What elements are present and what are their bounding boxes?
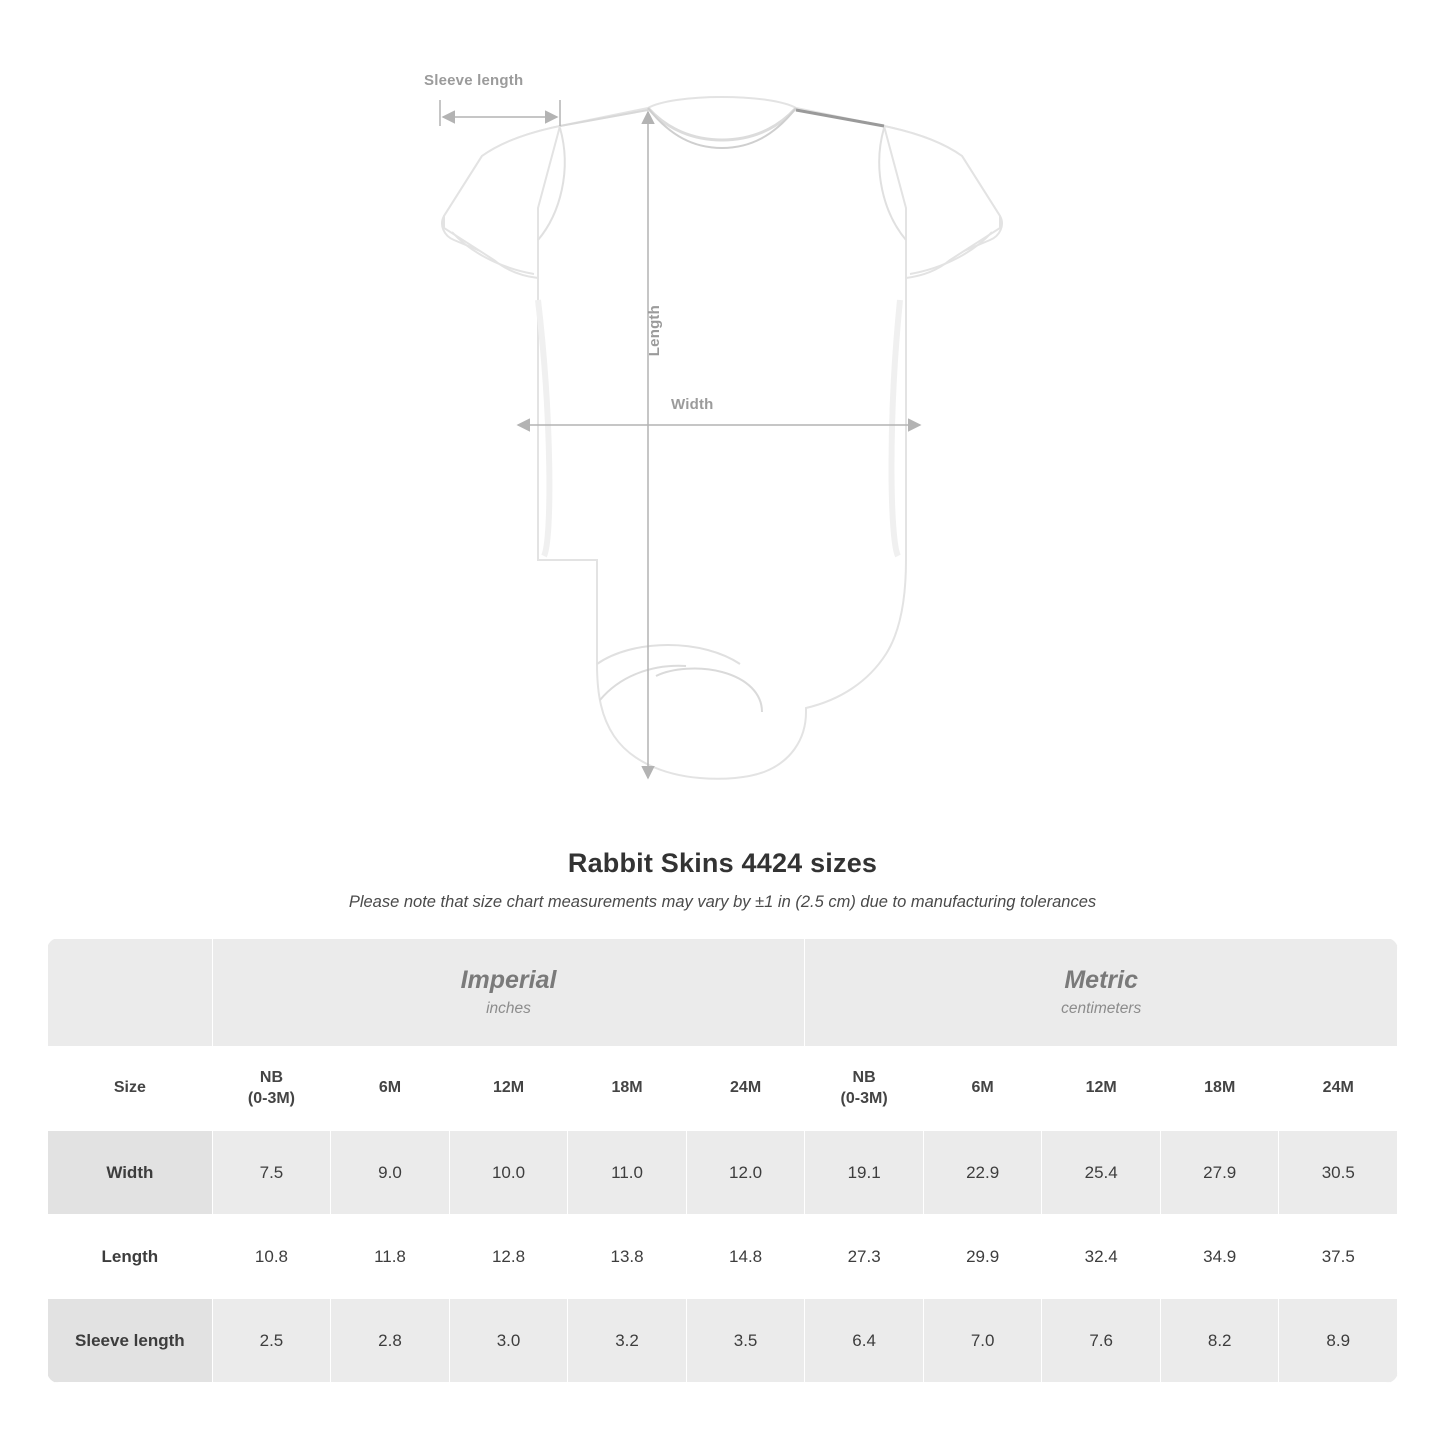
header-col-5-line1: NB bbox=[852, 1068, 876, 1086]
table-row bbox=[48, 1299, 1398, 1383]
cell-sleeve-3: 3.2 bbox=[568, 1299, 687, 1383]
cell-length-2: 12.8 bbox=[449, 1215, 568, 1299]
row-label-length: Length bbox=[48, 1215, 213, 1299]
unit-sub-metric: centimeters bbox=[1061, 999, 1142, 1017]
header-col-8-line1: 18M bbox=[1204, 1079, 1236, 1097]
header-col-1-line1: 6M bbox=[378, 1079, 402, 1097]
header-col-4-line1: 24M bbox=[730, 1079, 762, 1097]
cell-width-6: 22.9 bbox=[923, 1131, 1042, 1215]
header-size: Size bbox=[48, 1047, 213, 1131]
bodysuit-shape bbox=[442, 97, 1002, 779]
row-label-width: Width bbox=[48, 1131, 213, 1215]
cell-width-5: 19.1 bbox=[805, 1131, 924, 1215]
header-col-2 bbox=[449, 1047, 568, 1131]
cell-width-1: 9.0 bbox=[331, 1131, 450, 1215]
unit-name-metric: Metric bbox=[1064, 966, 1138, 995]
header-col-7 bbox=[1042, 1047, 1161, 1131]
cell-width-4: 12.0 bbox=[686, 1131, 805, 1215]
unit-header-row bbox=[48, 939, 1398, 1047]
cell-sleeve-1: 2.8 bbox=[331, 1299, 450, 1383]
header-col-0-line1: NB bbox=[259, 1068, 283, 1086]
header-col-9-line1: 24M bbox=[1322, 1079, 1354, 1097]
title-block bbox=[0, 848, 1445, 912]
cell-length-7: 32.4 bbox=[1042, 1215, 1161, 1299]
cell-length-6: 29.9 bbox=[923, 1215, 1042, 1299]
page-title: Rabbit Skins 4424 sizes bbox=[567, 848, 878, 878]
unit-header-spacer bbox=[48, 939, 213, 1047]
cell-width-2: 10.0 bbox=[449, 1131, 568, 1215]
header-col-4 bbox=[686, 1047, 805, 1131]
size-table-wrapper bbox=[47, 938, 1398, 1383]
cell-width-7: 25.4 bbox=[1042, 1131, 1161, 1215]
cell-sleeve-6: 7.0 bbox=[923, 1299, 1042, 1383]
cell-length-9: 37.5 bbox=[1279, 1215, 1398, 1299]
header-col-2-line1: 12M bbox=[492, 1079, 525, 1097]
cell-length-3: 13.8 bbox=[568, 1215, 687, 1299]
table-row bbox=[48, 1131, 1398, 1215]
cell-sleeve-7: 7.6 bbox=[1042, 1299, 1161, 1383]
table-row bbox=[48, 1215, 1398, 1299]
sleeve-length-dimension bbox=[440, 100, 560, 126]
header-col-5-line2: (0-3M) bbox=[840, 1089, 888, 1107]
cell-length-1: 11.8 bbox=[331, 1215, 450, 1299]
cell-sleeve-4: 3.5 bbox=[686, 1299, 805, 1383]
header-col-6-line1: 6M bbox=[971, 1079, 994, 1097]
header-col-3 bbox=[568, 1047, 687, 1131]
cell-length-5: 27.3 bbox=[805, 1215, 924, 1299]
cell-length-8: 34.9 bbox=[1160, 1215, 1279, 1299]
unit-sub-imperial: inches bbox=[486, 999, 531, 1017]
size-table bbox=[47, 938, 1398, 1383]
cell-sleeve-5: 6.4 bbox=[805, 1299, 924, 1383]
header-col-0 bbox=[212, 1047, 331, 1131]
tolerance-note: Please note that size chart measurements may vary by ±1 in (2.5 cm) due to manufacturing tolerances bbox=[348, 893, 1097, 911]
cell-sleeve-2: 3.0 bbox=[449, 1299, 568, 1383]
header-col-3-line1: 18M bbox=[611, 1079, 643, 1097]
column-header-row bbox=[48, 1047, 1398, 1131]
row-label-sleeve-length: Sleeve length bbox=[48, 1299, 213, 1383]
cell-width-9: 30.5 bbox=[1279, 1131, 1398, 1215]
cell-sleeve-0: 2.5 bbox=[212, 1299, 331, 1383]
cell-width-0: 7.5 bbox=[212, 1131, 331, 1215]
cell-sleeve-8: 8.2 bbox=[1160, 1299, 1279, 1383]
cell-sleeve-9: 8.9 bbox=[1279, 1299, 1398, 1383]
sleeve-length-label: Sleeve length bbox=[424, 72, 524, 89]
cell-length-0: 10.8 bbox=[212, 1215, 331, 1299]
header-col-0-line2: (0-3M) bbox=[247, 1089, 295, 1107]
cell-width-8: 27.9 bbox=[1160, 1131, 1279, 1215]
width-label: Width bbox=[671, 396, 714, 413]
unit-header-imperial bbox=[212, 939, 805, 1047]
cell-width-3: 11.0 bbox=[568, 1131, 687, 1215]
unit-header-metric bbox=[805, 939, 1398, 1047]
header-col-6 bbox=[923, 1047, 1042, 1131]
header-col-8 bbox=[1160, 1047, 1279, 1131]
unit-name-imperial: Imperial bbox=[460, 966, 557, 995]
header-col-9 bbox=[1279, 1047, 1398, 1131]
header-col-7-line1: 12M bbox=[1085, 1079, 1117, 1097]
length-label: Length bbox=[646, 305, 663, 357]
cell-length-4: 14.8 bbox=[686, 1215, 805, 1299]
header-col-1 bbox=[331, 1047, 450, 1131]
header-col-5 bbox=[805, 1047, 924, 1131]
